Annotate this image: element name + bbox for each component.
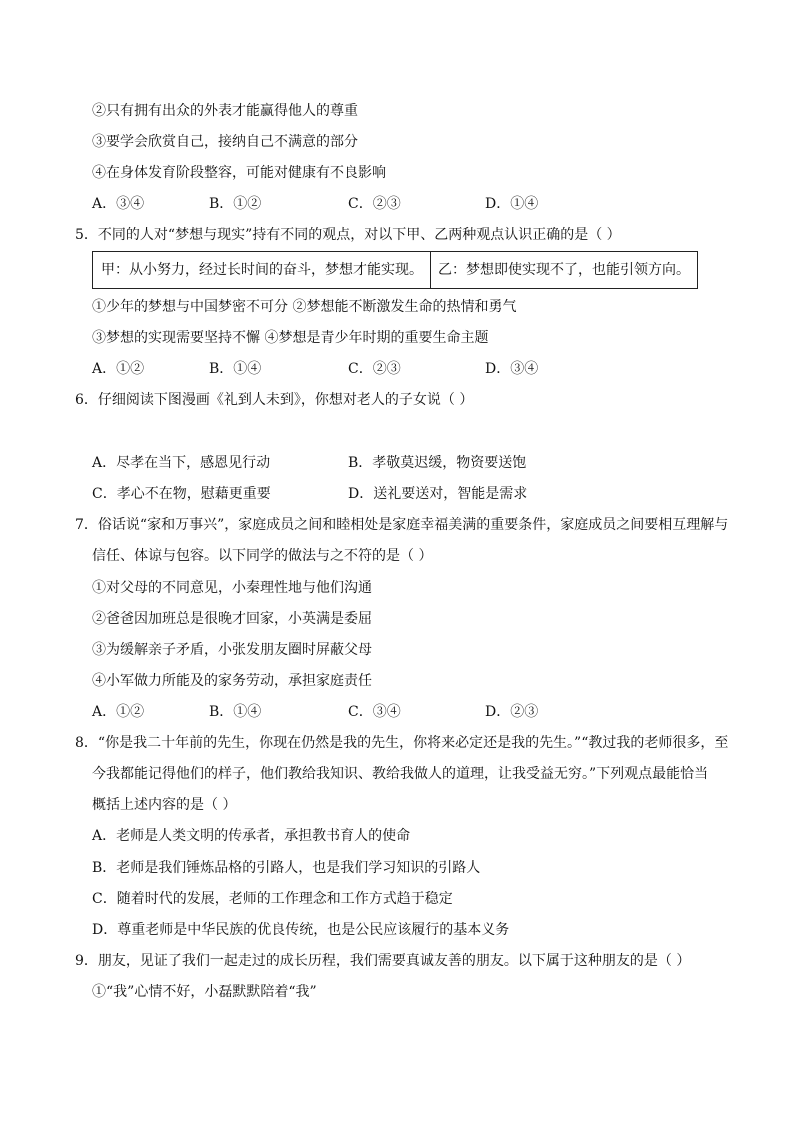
q5-option-a: A．①② (92, 361, 145, 377)
q7-stem-line-2: 信任、体谅与包容。以下同学的做法与之不符的是（ ） (92, 548, 433, 564)
q8-option-b: B．老师是我们锤炼品格的引路人，也是我们学习知识的引路人 (92, 860, 481, 876)
q6-stem: 6．仔细阅读下图漫画《礼到人未到》，你想对老人的子女说（ ） (75, 392, 474, 408)
q8-option-a: A．老师是人类文明的传承者，承担教书育人的使命 (92, 828, 411, 844)
q8-stem-line-1: 8．“你是我二十年前的先生，你现在仍然是我的先生，你将来必定还是我的先生。”“教过我的老师很多，至 (75, 735, 729, 751)
q7-option-b: B．①④ (209, 704, 262, 720)
q5-option-b: B．①④ (209, 361, 262, 377)
q4-option-a: A．③④ (92, 196, 145, 212)
q8-option-d: D．尊重老师是中华民族的优良传统，也是公民应该履行的基本义务 (92, 922, 510, 938)
q8-stem-line-2: 今我都能记得他们的样子，他们教给我知识、教给我做人的道理，让我受益无穷。”下列观点最能恰当 (92, 766, 709, 782)
q5-viewpoint-yi: 乙：梦想即使实现不了，也能引领方向。 (438, 262, 690, 278)
q4-item-2: ②只有拥有出众的外表才能赢得他人的尊重 (92, 103, 358, 119)
q6-option-c: C．孝心不在物，慰藉更重要 (92, 486, 271, 502)
q7-item-4: ④小军做力所能及的家务劳动，承担家庭责任 (92, 673, 372, 689)
q5-stem: 5．不同的人对“梦想与现实”持有不同的观点，对以下甲、乙两种观点认识正确的是（ ） (75, 227, 621, 243)
q7-item-3: ③为缓解亲子矛盾，小张发朋友圈时屏蔽父母 (92, 642, 372, 658)
q6-option-d: D．送礼要送对，智能是需求 (348, 486, 528, 502)
q5-viewpoint-jia: 甲：从小努力，经过长时间的奋斗，梦想才能实现。 (101, 262, 423, 278)
q4-item-3: ③要学会欣赏自己，接纳自己不满意的部分 (92, 134, 358, 150)
q5-items-row-1: ①少年的梦想与中国梦密不可分 ②梦想能不断激发生命的热情和勇气 (92, 299, 517, 315)
q4-option-c: C．②③ (348, 196, 401, 212)
q9-item-1: ①“我”心情不好，小磊默默陪着“我” (92, 984, 317, 1000)
q4-item-4: ④在身体发育阶段整容，可能对健康有不良影响 (92, 165, 386, 181)
q4-option-b: B．①② (209, 196, 262, 212)
q7-item-2: ②爸爸因加班总是很晚才回家，小英满是委屈 (92, 611, 372, 627)
q5-items-row-2: ③梦想的实现需要坚持不懈 ④梦想是青少年时期的重要生命主题 (92, 330, 489, 346)
q7-option-d: D．②③ (485, 704, 539, 720)
q8-option-c: C．随着时代的发展，老师的工作理念和工作方式趋于稳定 (92, 891, 453, 907)
q7-option-c: C．③④ (348, 704, 401, 720)
q7-stem-line-1: 7．俗话说“家和万事兴”，家庭成员之间和睦相处是家庭幸福美满的重要条件，家庭成员之间要相互理解与 (75, 517, 729, 533)
q4-option-d: D．①④ (485, 196, 539, 212)
q5-viewpoint-table (92, 251, 698, 289)
q5-option-c: C．②③ (348, 361, 401, 377)
q6-option-a: A．尽孝在当下，感恩见行动 (92, 455, 271, 471)
q8-stem-line-3: 概括上述内容的是（ ） (92, 797, 237, 813)
q5-option-d: D．③④ (485, 361, 539, 377)
table-divider (430, 252, 431, 288)
q6-option-b: B．孝敬莫迟缓，物资要送饱 (348, 455, 527, 471)
q9-stem: 9．朋友，见证了我们一起走过的成长历程，我们需要真诚友善的朋友。以下属于这种朋友的是（ ） (75, 953, 691, 969)
q7-item-1: ①对父母的不同意见，小秦理性地与他们沟通 (92, 580, 372, 596)
q7-option-a: A．①② (92, 704, 145, 720)
